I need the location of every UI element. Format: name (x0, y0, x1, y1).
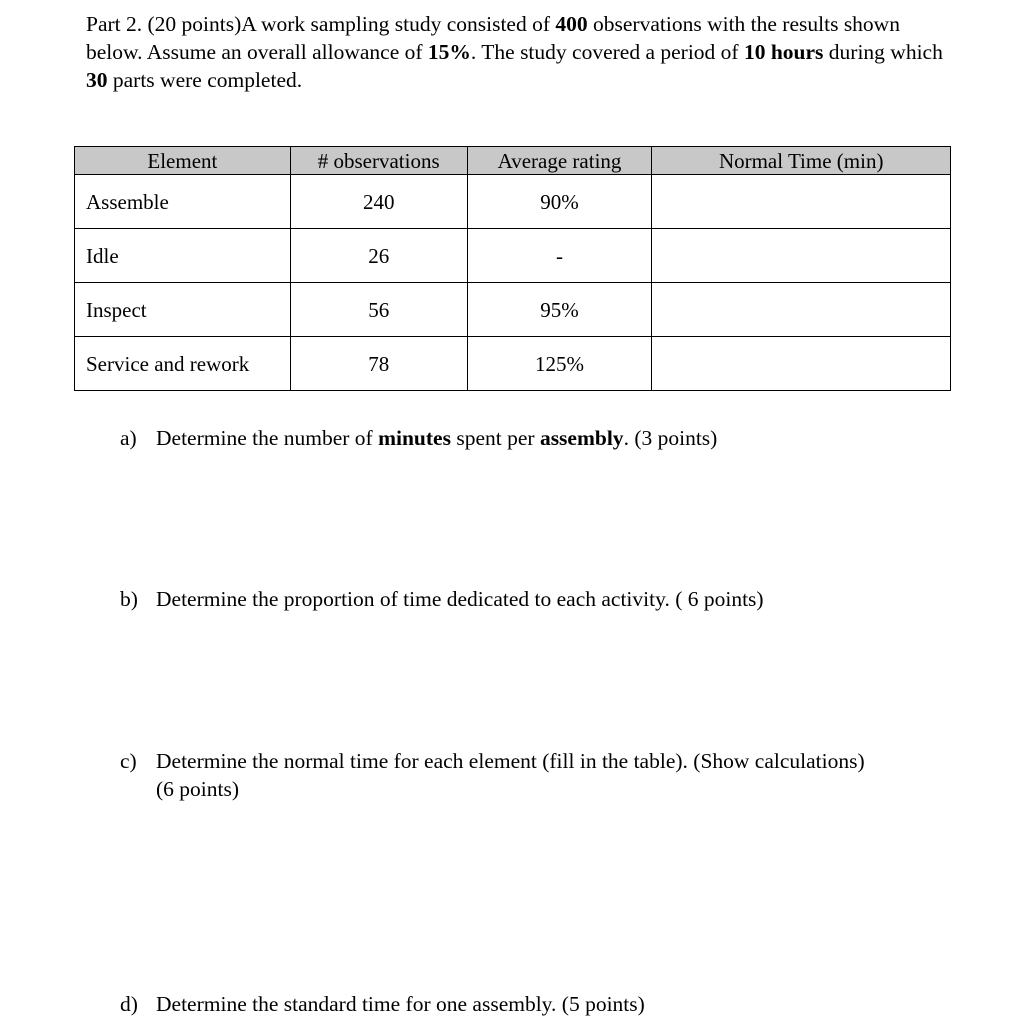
cell-element: Inspect (75, 283, 291, 337)
intro-text-2: observations with the results shown below. Assume an overall allowance of (86, 12, 900, 64)
question-d-text: Determine the standard time for one assembly. (5 points) (156, 992, 645, 1016)
cell-normal-time (652, 229, 951, 283)
question-a-text-3: . (3 points) (623, 426, 718, 450)
question-a-label: a) (120, 426, 137, 450)
question-a-text-2: spent per (450, 426, 540, 450)
table-header-row (75, 147, 951, 175)
cell-rating: 90% (467, 175, 652, 229)
table-row (75, 337, 951, 391)
table-row (75, 283, 951, 337)
period-value: 10 hours (743, 40, 824, 64)
cell-observations: 240 (290, 175, 467, 229)
cell-observations: 56 (290, 283, 467, 337)
work-sampling-table (74, 146, 951, 391)
intro-text-1: Part 2. (20 points)A work sampling study consisted of (86, 12, 556, 36)
question-d-label: d) (120, 992, 138, 1016)
cell-observations: 26 (290, 229, 467, 283)
cell-normal-time (652, 283, 951, 337)
header-average-rating: Average rating (467, 147, 652, 175)
question-c-line-2: (6 points) (156, 777, 240, 801)
question-c-line-1: Determine the normal time for each element (fill in the table). (Show calculations) (156, 749, 865, 773)
observations-count: 400 (555, 12, 588, 36)
cell-normal-time (652, 337, 951, 391)
question-b-label: b) (120, 587, 138, 611)
parts-count: 30 (86, 68, 108, 92)
cell-normal-time (652, 175, 951, 229)
cell-rating: 95% (467, 283, 652, 337)
question-a-text-1: Determine the number of (156, 426, 379, 450)
allowance-value: 15% (427, 40, 471, 64)
header-element: Element (75, 147, 291, 175)
header-normal-time: Normal Time (min) (652, 147, 951, 175)
question-b-text: Determine the proportion of time dedicated to each activity. ( 6 points) (156, 587, 764, 611)
question-a-bold-1: minutes (378, 426, 451, 450)
cell-element: Service and rework (75, 337, 291, 391)
intro-text-5: parts were completed. (107, 68, 303, 92)
intro-text-3: . The study covered a period of (470, 40, 744, 64)
question-a-bold-2: assembly (539, 426, 624, 450)
question-d (120, 990, 960, 1018)
intro-text-4: during which (823, 40, 943, 64)
cell-element: Assemble (75, 175, 291, 229)
problem-statement (86, 10, 946, 94)
question-a (120, 424, 960, 452)
table-row (75, 175, 951, 229)
cell-element: Idle (75, 229, 291, 283)
cell-observations: 78 (290, 337, 467, 391)
cell-rating: 125% (467, 337, 652, 391)
question-b (120, 585, 960, 613)
question-c (120, 747, 960, 803)
cell-rating: - (467, 229, 652, 283)
table-row (75, 229, 951, 283)
question-c-label: c) (120, 749, 137, 773)
header-observations: # observations (290, 147, 467, 175)
